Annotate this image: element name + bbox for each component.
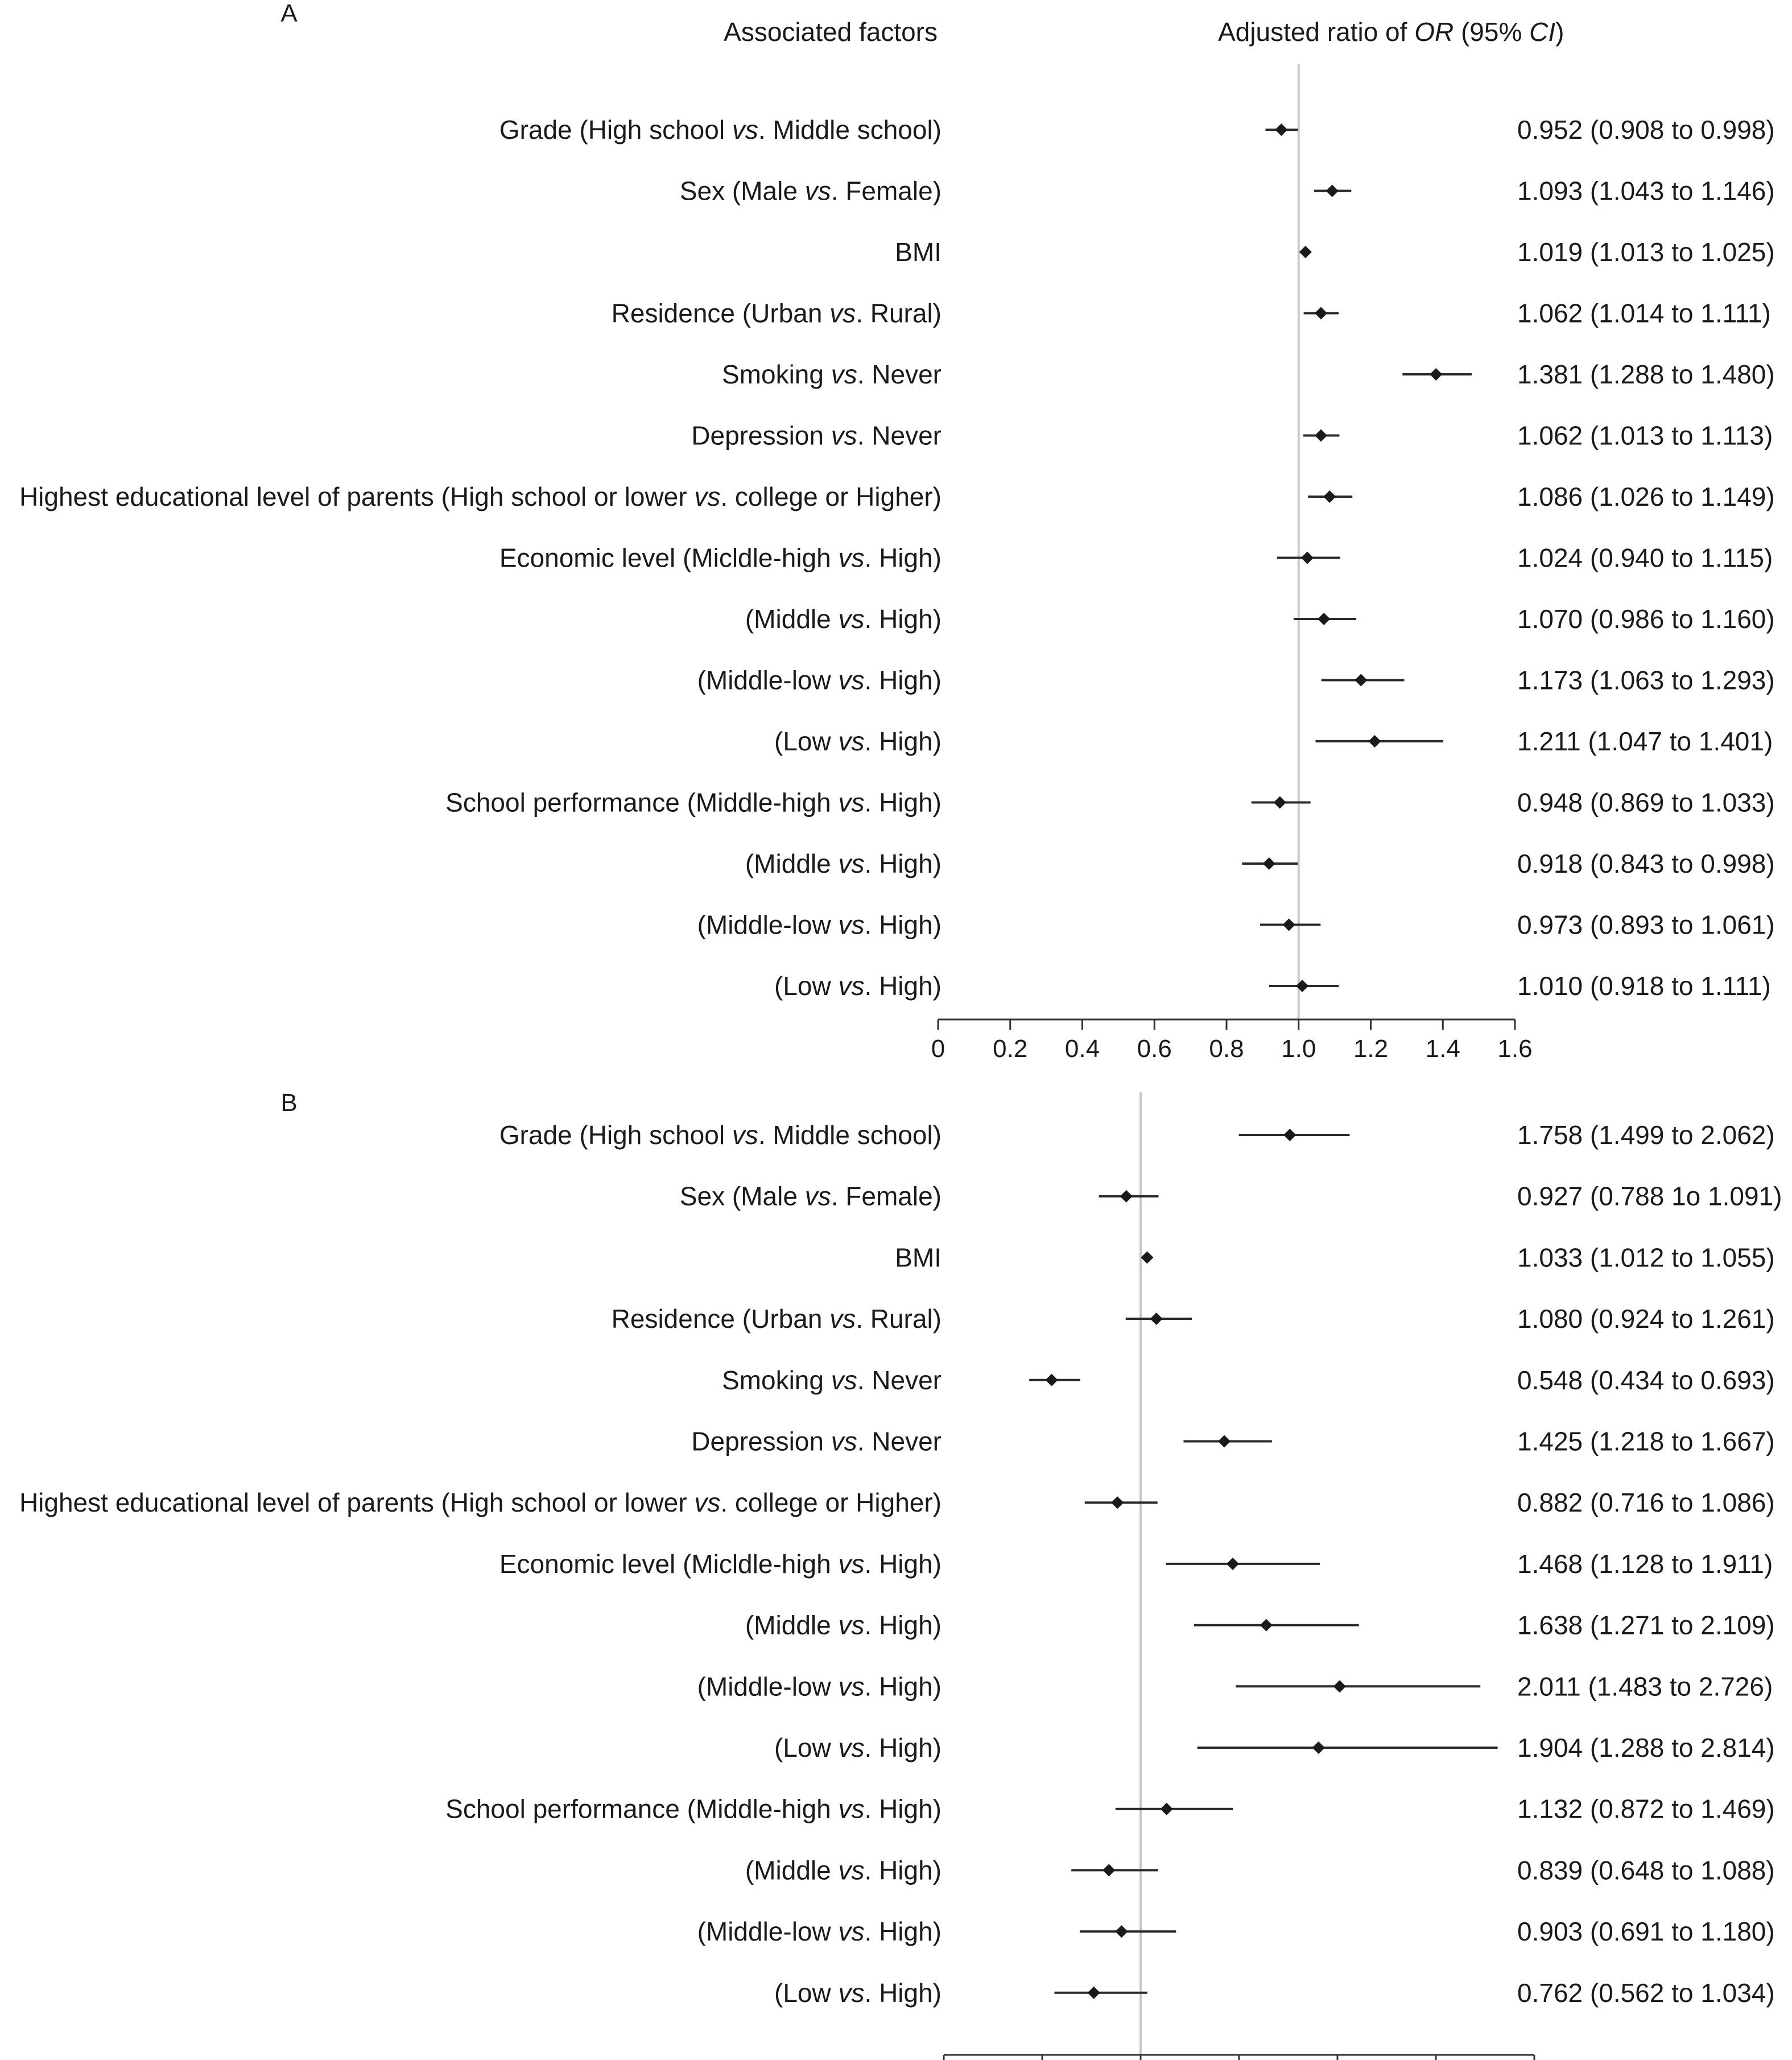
row-label-b-7: Economic level (Micldle-high vs. High): [499, 1549, 942, 1579]
x-tick-label-a-7: 1.4: [1425, 1035, 1460, 1063]
x-tick-label-a-4: 0.8: [1209, 1035, 1244, 1063]
point-estimate-b-6: [1111, 1496, 1124, 1509]
point-estimate-a-8: [1318, 613, 1330, 625]
header-ratio-or: OR: [1414, 17, 1454, 47]
or-ci-text-a-14: 1.010 (0.918 to 1.111): [1517, 971, 1771, 1001]
or-ci-text-b-13: 0.903 (0.691 to 1.180): [1517, 1917, 1775, 1947]
row-label-a-3: Residence (Urban vs. Rural): [611, 298, 942, 328]
panel-a: [19, 0, 1775, 1063]
or-ci-text-a-5: 1.062 (1.013 to 1.113): [1517, 420, 1773, 451]
row-label-b-10: (Low vs. High): [774, 1733, 942, 1762]
or-ci-text-a-4: 1.381 (1.288 to 1.480): [1517, 360, 1775, 389]
x-tick-label-a-1: 0.2: [993, 1035, 1028, 1063]
row-label-b-1: Sex (Male vs. Female): [679, 1181, 942, 1211]
point-estimate-b-10: [1312, 1741, 1325, 1754]
point-estimate-a-1: [1326, 185, 1339, 197]
or-ci-text-a-0: 0.952 (0.908 to 0.998): [1517, 115, 1775, 145]
panel-b-label: B: [280, 1089, 298, 1117]
x-tick-label-a-0: 0: [931, 1035, 945, 1063]
or-ci-text-a-12: 0.918 (0.843 to 0.998): [1517, 849, 1775, 878]
point-estimate-b-9: [1333, 1680, 1346, 1692]
row-label-a-4: Smoking vs. Never: [721, 360, 942, 389]
point-estimate-b-4: [1046, 1374, 1058, 1386]
or-ci-text-b-7: 1.468 (1.128 to 1.911): [1517, 1549, 1773, 1579]
or-ci-text-a-1: 1.093 (1.043 to 1.146): [1517, 176, 1775, 206]
point-estimate-b-13: [1115, 1925, 1128, 1938]
or-ci-text-b-6: 0.882 (0.716 to 1.086): [1517, 1488, 1775, 1518]
point-estimate-b-7: [1227, 1558, 1239, 1570]
panel-a-label: A: [280, 0, 298, 27]
header-associated-factors: Associated factors: [724, 17, 938, 47]
or-ci-text-a-8: 1.070 (0.986 to 1.160): [1517, 604, 1775, 634]
or-ci-text-b-14: 0.762 (0.562 to 1.034): [1517, 1978, 1775, 2008]
point-estimate-a-3: [1315, 307, 1327, 320]
x-tick-label-a-8: 1.6: [1497, 1035, 1533, 1063]
header-ratio-prefix: Adjusted ratio of: [1218, 17, 1415, 47]
row-label-a-8: (Middle vs. High): [745, 604, 942, 634]
row-label-b-14: (Low vs. High): [774, 1978, 942, 2008]
header-ratio-suffix: ): [1555, 17, 1564, 47]
x-tick-label-a-6: 1.2: [1353, 1035, 1389, 1063]
row-label-a-7: Economic level (Micldle-high vs. High): [499, 543, 942, 573]
or-ci-text-b-3: 1.080 (0.924 to 1.261): [1517, 1304, 1775, 1334]
point-estimate-a-2: [1299, 246, 1312, 258]
row-label-b-2: BMI: [895, 1242, 942, 1273]
or-ci-text-b-1: 0.927 (0.788 1o 1.091): [1517, 1181, 1782, 1211]
point-estimate-b-0: [1283, 1129, 1296, 1141]
row-label-a-9: (Middle-low vs. High): [697, 665, 942, 695]
or-ci-text-b-9: 2.011 (1.483 to 2.726): [1517, 1671, 1773, 1702]
x-tick-label-a-2: 0.4: [1064, 1035, 1100, 1063]
or-ci-text-a-2: 1.019 (1.013 to 1.025): [1517, 237, 1775, 267]
x-tick-label-a-5: 1.0: [1281, 1035, 1316, 1063]
point-estimate-a-4: [1430, 368, 1442, 381]
or-ci-text-b-4: 0.548 (0.434 to 0.693): [1517, 1365, 1775, 1395]
point-estimate-b-1: [1120, 1190, 1133, 1203]
point-estimate-b-11: [1161, 1803, 1173, 1815]
row-label-a-5: Depression vs. Never: [691, 420, 942, 451]
point-estimate-b-12: [1103, 1864, 1115, 1876]
or-ci-text-a-3: 1.062 (1.014 to 1.111): [1517, 298, 1771, 328]
header-adjusted-ratio: [1218, 17, 1564, 47]
row-label-b-8: (Middle vs. High): [745, 1610, 942, 1640]
point-estimate-a-5: [1315, 430, 1327, 442]
point-estimate-b-8: [1260, 1619, 1273, 1632]
or-ci-text-a-10: 1.211 (1.047 to 1.401): [1517, 726, 1773, 756]
panel-b: [19, 1089, 1782, 2060]
or-ci-text-b-8: 1.638 (1.271 to 2.109): [1517, 1610, 1775, 1640]
or-ci-text-b-0: 1.758 (1.499 to 2.062): [1517, 1120, 1775, 1150]
row-label-a-10: (Low vs. High): [774, 726, 942, 756]
or-ci-text-b-12: 0.839 (0.648 to 1.088): [1517, 1855, 1775, 1885]
or-ci-text-a-6: 1.086 (1.026 to 1.149): [1517, 482, 1775, 511]
or-ci-text-b-5: 1.425 (1.218 to 1.667): [1517, 1426, 1775, 1456]
x-tick-label-a-3: 0.6: [1137, 1035, 1172, 1063]
point-estimate-a-9: [1355, 674, 1367, 687]
or-ci-text-a-7: 1.024 (0.940 to 1.115): [1517, 543, 1773, 573]
point-estimate-a-12: [1263, 857, 1275, 870]
point-estimate-a-13: [1283, 919, 1295, 931]
or-ci-text-b-10: 1.904 (1.288 to 2.814): [1517, 1733, 1775, 1762]
or-ci-text-a-11: 0.948 (0.869 to 1.033): [1517, 787, 1775, 818]
row-label-a-1: Sex (Male vs. Female): [679, 176, 942, 206]
row-label-b-11: School performance (Middle-high vs. High): [445, 1794, 942, 1824]
row-label-a-11: School performance (Middle-high vs. High): [445, 787, 942, 818]
row-label-b-5: Depression vs. Never: [691, 1426, 942, 1456]
point-estimate-a-10: [1368, 735, 1381, 748]
row-label-b-6: Highest educational level of parents (High school or lower vs. college or Higher): [19, 1488, 942, 1518]
row-label-b-9: (Middle-low vs. High): [697, 1671, 942, 1702]
point-estimate-b-3: [1150, 1312, 1163, 1325]
header-ratio-mid: (95%: [1454, 17, 1530, 47]
or-ci-text-a-13: 0.973 (0.893 to 1.061): [1517, 910, 1775, 940]
row-label-b-12: (Middle vs. High): [745, 1855, 942, 1885]
row-label-a-14: (Low vs. High): [774, 971, 942, 1001]
header-ratio-ci: CI: [1529, 17, 1556, 47]
row-label-b-0: Grade (High school vs. Middle school): [499, 1120, 942, 1150]
row-label-a-12: (Middle vs. High): [745, 849, 942, 878]
point-estimate-b-2: [1141, 1251, 1153, 1264]
row-label-a-0: Grade (High school vs. Middle school): [499, 115, 942, 145]
or-ci-text-b-2: 1.033 (1.012 to 1.055): [1517, 1242, 1775, 1273]
point-estimate-b-5: [1218, 1435, 1231, 1448]
point-estimate-b-14: [1088, 1987, 1100, 1999]
row-label-a-6: Highest educational level of parents (High school or lower vs. college or Higher): [19, 482, 942, 511]
point-estimate-a-6: [1323, 490, 1336, 503]
or-ci-text-b-11: 1.132 (0.872 to 1.469): [1517, 1794, 1775, 1824]
row-label-b-13: (Middle-low vs. High): [697, 1917, 942, 1947]
or-ci-text-a-9: 1.173 (1.063 to 1.293): [1517, 665, 1775, 695]
row-label-a-2: BMI: [895, 237, 942, 267]
point-estimate-a-11: [1274, 796, 1286, 809]
row-label-a-13: (Middle-low vs. High): [697, 910, 942, 940]
point-estimate-a-0: [1275, 123, 1287, 136]
point-estimate-a-7: [1301, 552, 1314, 564]
row-label-b-3: Residence (Urban vs. Rural): [611, 1304, 942, 1334]
row-label-b-4: Smoking vs. Never: [721, 1365, 942, 1395]
